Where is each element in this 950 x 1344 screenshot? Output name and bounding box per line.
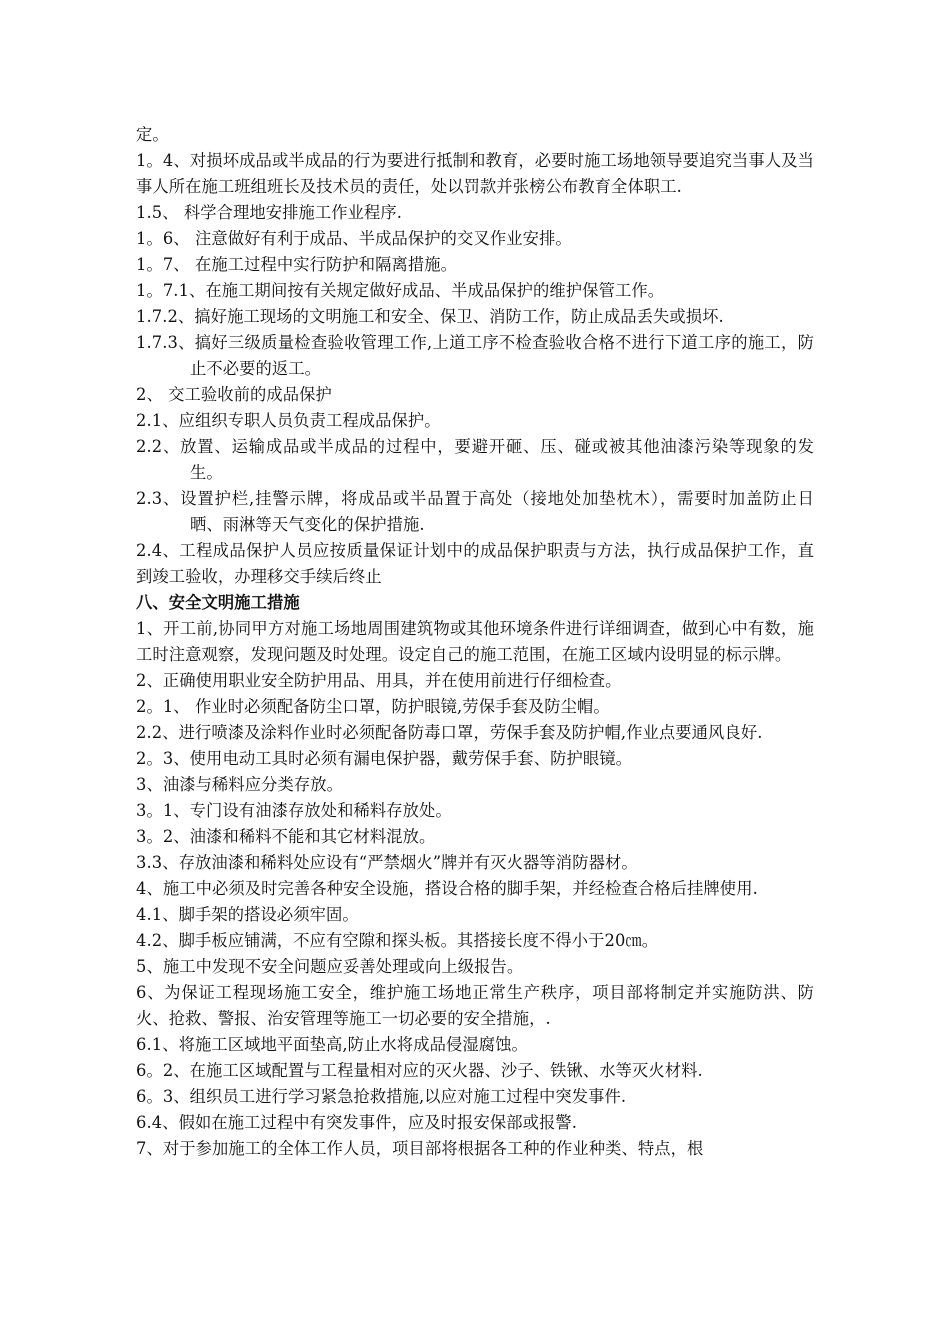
paragraph-18: 2.2、进行喷漆及涂料作业时必须配备防毒口罩，劳保手套及防护帽,作业点要通风良好. [136,723,763,742]
paragraph-20: 3、油漆与稀料应分类存放。 [136,775,344,794]
paragraph-17: 2。1、 作业时必须配备防尘口罩，防护眼镜,劳保手套及防尘帽。 [136,697,610,716]
paragraph-16: 2、正确使用职业安全防护用品、用具，并在使用前进行仔细检查。 [136,671,622,690]
paragraph-13: 2.4、工程成品保护人员应按质量保证计划中的成品保护职责与方法，执行成品保护工作，直到竣工验收，办理移交手续后终止 [136,541,814,586]
paragraph-11: 2.2、放置、运输成品或半成品的过程中，要避开砸、压、碰或被其他油漆污染等现象的发生。 [136,437,814,482]
paragraph-21: 3。1、专门设有油漆存放处和稀料存放处。 [136,801,452,820]
paragraph-28: 6、为保证工程现场施工安全，维护施工场地正常生产秩序，项目部将制定并实施防洪、防火、抢救、警报、治安管理等施工一切必要的安全措施，. [136,983,814,1028]
paragraph-2: 1。4、对损坏成品或半成品的行为要进行抵制和教育，必要时施工场地领导要追究当事人及当事人所在施工班组班长及技术员的责任，处以罚款并张榜公布教育全体职工. [136,151,814,196]
paragraph-4: 1。6、 注意做好有利于成品、半成品保护的交叉作业安排。 [136,229,572,248]
paragraph-26: 4.2、脚手板应铺满，不应有空隙和探头板。其搭接长度不得小于20㎝。 [136,931,659,950]
paragraph-24: 4、施工中必须及时完善各种安全设施，搭设合格的脚手架，并经检查合格后挂牌使用. [136,879,758,898]
section-heading: 八、安全文明施工措施 [136,593,300,612]
paragraph-8: 1.7.3、搞好三级质量检查验收管理工作,上道工序不检查验收合格不进行下道工序的施工，防止不必要的返工。 [136,333,814,378]
document-page [136,122,814,1162]
paragraph-12: 2.3、设置护栏,挂警示牌，将成品或半品置于高处（接地处加垫枕木），需要时加盖防止日晒、雨淋等天气变化的保护措施. [136,489,814,534]
paragraph-31: 6。3、组织员工进行学习紧急抢救措施,以应对施工过程中突发事件. [136,1087,627,1106]
paragraph-3: 1.5、 科学合理地安排施工作业程序. [136,203,403,222]
paragraph-22: 3。2、油漆和稀料不能和其它材料混放。 [136,827,436,846]
paragraph-29: 6.1、将施工区域地平面垫高,防止水将成品侵湿腐蚀。 [136,1035,528,1054]
paragraph-7: 1.7.2、搞好施工现场的文明施工和安全、保卫、消防工作，防止成品丢失或损坏. [136,307,724,326]
paragraph-10: 2.1、应组织专职人员负责工程成品保护。 [136,411,441,430]
paragraph-30: 6。2、在施工区域配置与工程量相对应的灭火器、沙子、铁锹、水等灭火材料. [136,1061,703,1080]
paragraph-27: 5、施工中发现不安全问题应妥善处理或向上级报告。 [136,957,524,976]
paragraph-32: 6.4、假如在施工过程中有突发事件，应及时报安保部或报警. [136,1113,578,1132]
paragraph-1: 定。 [136,125,169,144]
paragraph-15: 1、开工前,协同甲方对施工场地周围建筑物或其他环境条件进行详细调查，做到心中有数，施工时注意观察，发现问题及时处理。设定自己的施工范围，在施工区域内设明显的标示牌。 [136,619,814,664]
paragraph-33: 7、对于参加施工的全体工作人员，项目部将根据各工种的作业种类、特点，根 [136,1139,704,1158]
paragraph-6: 1。7.1、在施工期间按有关规定做好成品、半成品保护的维护保管工作。 [136,281,665,300]
paragraph-19: 2。3、使用电动工具时必须有漏电保护器，戴劳保手套、防护眼镜。 [136,749,632,768]
paragraph-25: 4.1、脚手架的搭设必须牢固。 [136,905,359,924]
paragraph-23: 3.3、存放油漆和稀料处应设有“严禁烟火”牌并有灭火器等消防器材。 [136,853,638,872]
paragraph-9: 2、 交工验收前的成品保护 [136,385,332,404]
paragraph-5: 1。7、 在施工过程中实行防护和隔离措施。 [136,255,458,274]
